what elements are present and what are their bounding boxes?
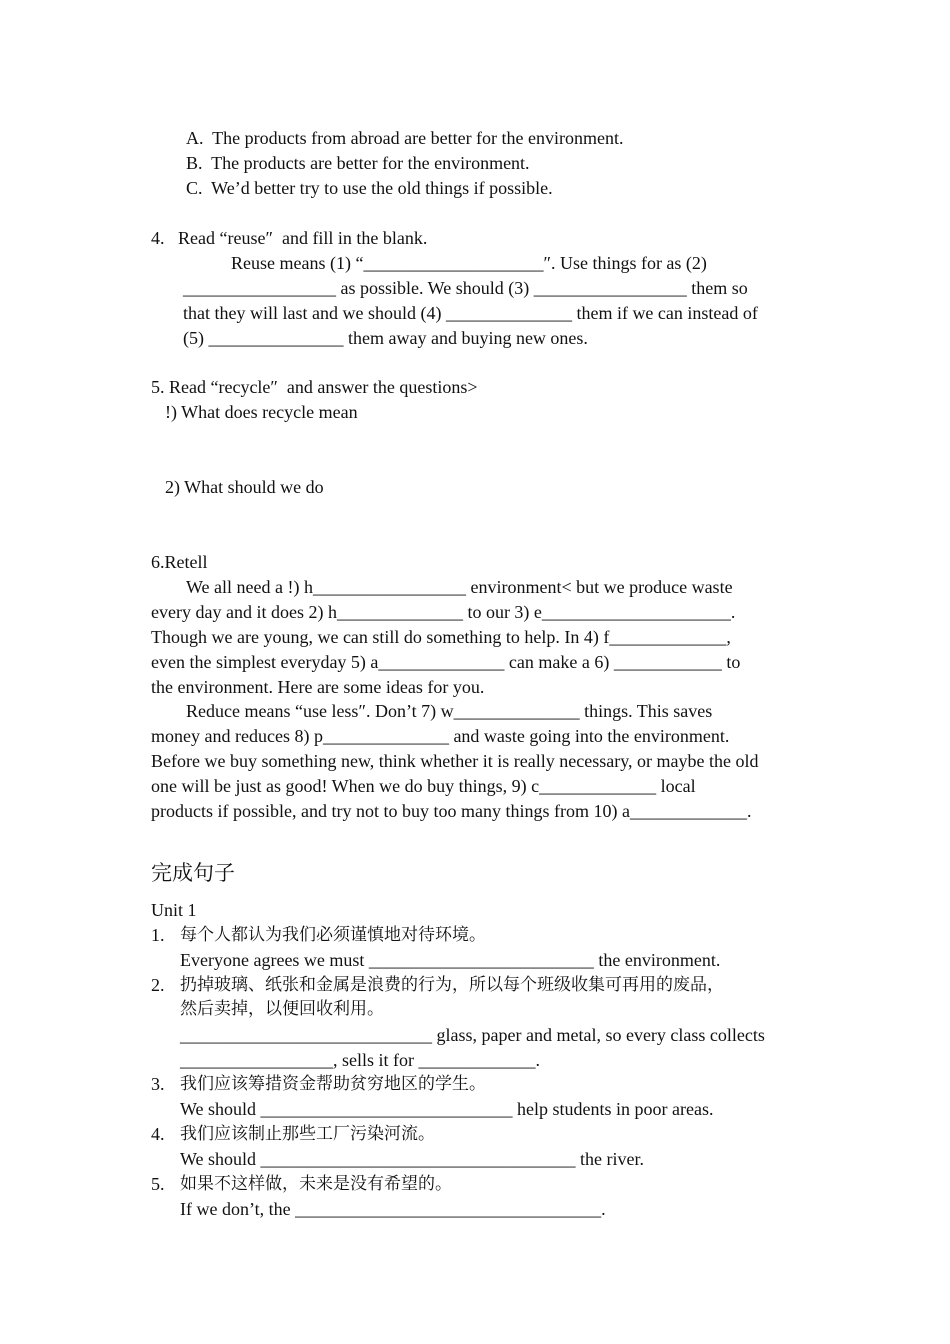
q4-line: that they will last and we should (4) ______________ them if we can instead of: [183, 303, 758, 323]
q4-line: Reuse means (1) “____________________″. Use things for as (2): [231, 253, 707, 273]
q6-line: products if possible, and try not to buy too many things from 10) a_____________.: [151, 801, 752, 821]
sentence-number: 1.: [151, 925, 165, 945]
q5-sub-question: 2) What should we do: [165, 477, 324, 497]
sentence-chinese: 我们应该制止那些工厂污染河流。: [180, 1124, 435, 1144]
sentence-english: We should ____________________________ help students in poor areas.: [180, 1099, 714, 1119]
q4-line: (5) _______________ them away and buying new ones.: [183, 328, 588, 348]
q4-title: 4. Read “reuse″ and fill in the blank.: [151, 228, 428, 248]
q6-line: Reduce means “use less″. Don’t 7) w______________ things. This saves: [186, 701, 713, 721]
q6-title: 6.Retell: [151, 552, 208, 572]
q6-line: Before we buy something new, think whether it is really necessary, or maybe the old: [151, 751, 759, 771]
sentence-chinese: 扔掉玻璃、纸张和金属是浪费的行为，所以每个班级收集可再用的废品，: [180, 975, 724, 995]
sentence-number: 2.: [151, 975, 165, 995]
q6-line: money and reduces 8) p______________ and waste going into the environment.: [151, 726, 730, 746]
sentence-number: 3.: [151, 1074, 165, 1094]
option-c: C. We’d better try to use the old things if possible.: [186, 178, 553, 198]
sentence-chinese: 我们应该筹措资金帮助贫穷地区的学生。: [180, 1074, 486, 1094]
sentence-chinese: 如果不这样做，未来是没有希望的。: [180, 1174, 452, 1194]
sentence-number: 5.: [151, 1174, 165, 1194]
sentence-english: ____________________________ glass, paper and metal, so every class collects: [180, 1025, 765, 1045]
option-a: A. The products from abroad are better for the environment.: [186, 128, 624, 148]
sentence-english: If we don’t, the __________________________________.: [180, 1199, 606, 1219]
q6-line: every day and it does 2) h______________ to our 3) e_____________________.: [151, 602, 736, 622]
unit-label: Unit 1: [151, 900, 197, 920]
q6-line: Though we are young, we can still do something to help. In 4) f_____________,: [151, 627, 731, 647]
q6-line: even the simplest everyday 5) a______________ can make a 6) ____________ to: [151, 652, 741, 672]
sentence-chinese: 每个人都认为我们必须谨慎地对待环境。: [180, 925, 486, 945]
q6-line: We all need a !) h_________________ environment< but we produce waste: [186, 577, 733, 597]
q4-line: _________________ as possible. We should (3) _________________ them so: [183, 278, 748, 298]
sentence-number: 4.: [151, 1124, 165, 1144]
sentence-english: Everyone agrees we must _________________________ the environment.: [180, 950, 721, 970]
q5-title: 5. Read “recycle″ and answer the questions>: [151, 377, 478, 397]
q6-line: the environment. Here are some ideas for you.: [151, 677, 485, 697]
q5-sub-question: !) What does recycle mean: [165, 402, 358, 422]
section-heading: 完成句子: [151, 861, 235, 885]
sentence-english: _________________, sells it for _____________.: [180, 1050, 540, 1070]
q6-line: one will be just as good! When we do buy things, 9) c_____________ local: [151, 776, 696, 796]
sentence-chinese: 然后卖掉，以便回收利用。: [180, 999, 384, 1019]
option-b: B. The products are better for the environment.: [186, 153, 530, 173]
sentence-english: We should ___________________________________ the river.: [180, 1149, 645, 1169]
